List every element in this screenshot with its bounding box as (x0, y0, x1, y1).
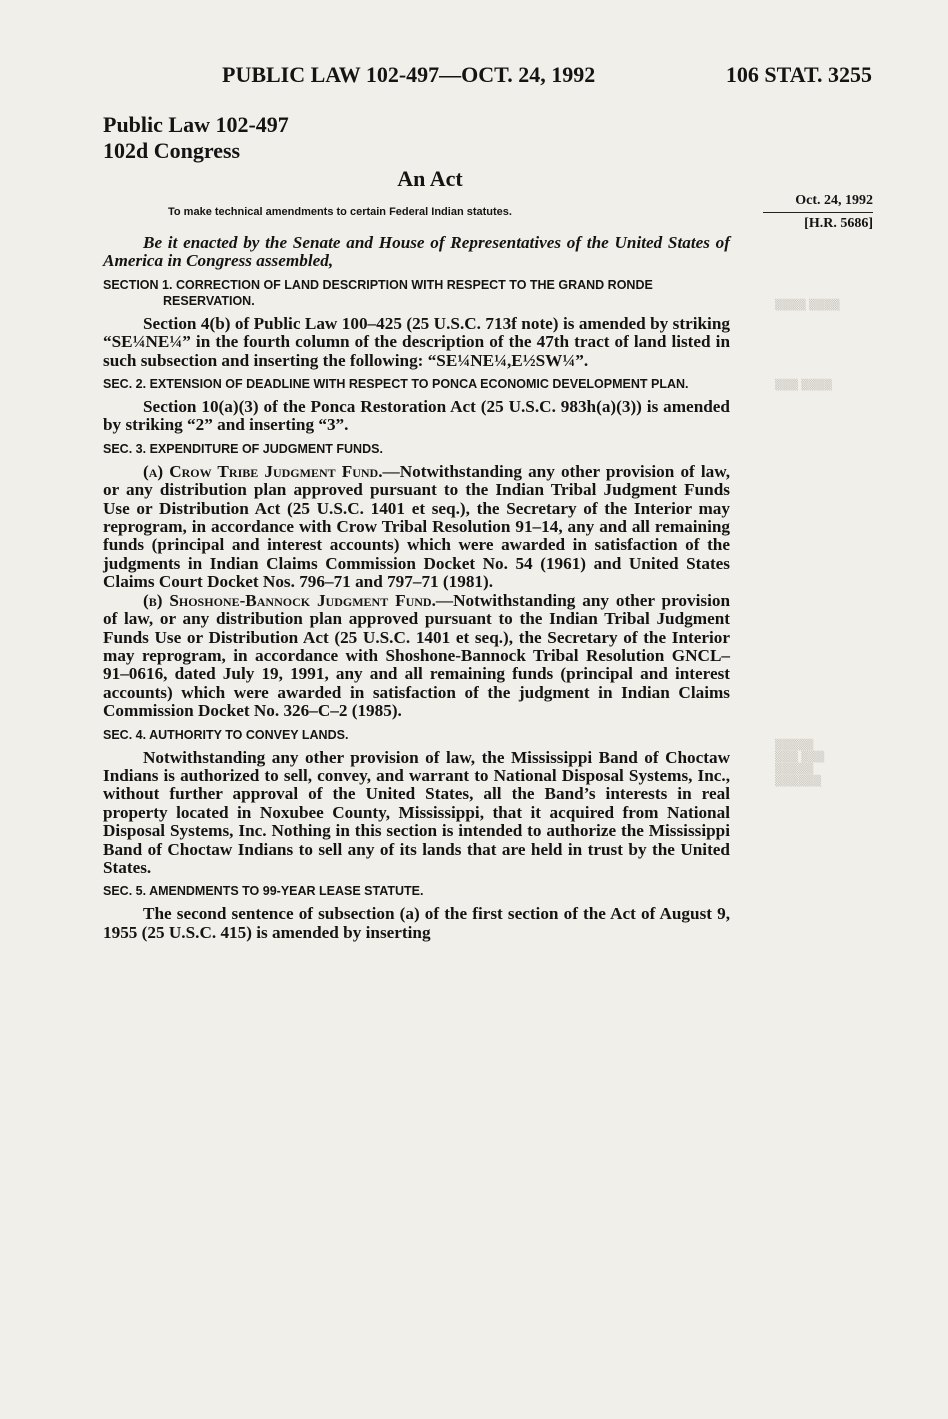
subsection-b-text: —Notwithstanding any other provision of law, or any distribution plan approved pursuant to the Indian Tribal Judgment Funds Use or Distribution Act (25 U.S.C. 1401 et seq.), the Secretary of the Interior may reprogram, in accordance with Shoshone-Bannock Tribal Resolution GNCL–91–0616, dated July 19, 1991, any and all remaining funds (principal and interest accounts) which were awarded in satisfaction of the judgment in Indian Claims Commission Docket No. 326–C–2 (1985). (103, 590, 731, 721)
section-title: EXTENSION OF DEADLINE WITH RESPECT TO PONCA ECONOMIC DEVELOPMENT PLAN. (149, 377, 689, 392)
subsection-b (103, 592, 730, 721)
subsection-b-lead: (b) Shoshone-Bannock Judgment Fund. (143, 590, 436, 610)
bill-number: [H.R. 5686] (804, 216, 873, 231)
stat-citation: 106 STAT. 3255 (725, 62, 872, 87)
public-law-number: Public Law 102-497 (103, 112, 289, 137)
statute-body (103, 234, 730, 942)
section-text: The second sentence of subsection (a) of the first section of the Act of August 9, 1955 (25 U.S.C. 415) is amended by inserting (103, 904, 730, 942)
section-label: SEC. 4. (103, 727, 147, 742)
subsection-a-text: —Notwithstanding any other provision of law, or any distribution plan approved pursuant to the Indian Tribal Judgment Funds Use or Distribution Act (25 U.S.C. 1401 et seq.), the Secretary of the Interior may reprogram, in accordance with Crow Tribal Resolution 91–14, any and all remaining funds (principal and interest accounts) which were awarded in satisfaction of the judgments in Indian Claims Commission Docket No. 54 (1961) and United States Claims Court Docket Nos. 796–71 and 797–71 (1981). (103, 461, 730, 592)
section-heading (103, 441, 730, 457)
act-purpose: To make technical amendments to certain Federal Indian statutes. (168, 206, 512, 218)
section-text: Section 10(a)(3) of the Ponca Restoration Act (25 U.S.C. 983h(a)(3)) is amended by striking “2” and inserting “3”. (103, 397, 730, 435)
section-heading (103, 883, 730, 899)
enactment-date: Oct. 24, 1992 (763, 193, 873, 213)
margin-note (763, 193, 873, 232)
section-heading (103, 376, 730, 392)
law-title-block (103, 112, 289, 164)
section-text: Notwithstanding any other provision of law, the Mississippi Band of Choctaw Indians is authorized to sell, convey, and warrant to National Disposal Systems, Inc., without further approval of the United States, all the Band’s interests in real property located in Noxubee County, Mississippi, that it acquired from National Disposal Systems, Inc. Nothing in this section is intended to authorize the Mississippi Band of Choctaw Indians to sell any of its lands that are held in trust by the United States. (103, 747, 730, 877)
section-label: SEC. 2. (103, 377, 147, 392)
law-date-header: PUBLIC LAW 102-497—OCT. 24, 1992 (222, 62, 596, 87)
section-title: AUTHORITY TO CONVEY LANDS. (149, 727, 349, 742)
section-text: Section 4(b) of Public Law 100–425 (25 U.S.C. 713f note) is amended by striking “SE¼NE¼” in the fourth column of the description of the 47th tract of land listed in such subsection and inserting the following: “SE¼NE¼,E½SW¼”. (103, 313, 730, 370)
section-label: SEC. 5. (103, 884, 147, 899)
running-head (222, 62, 872, 88)
bleed-through-mark: ▒▒▒ ▒▒▒▒ (775, 380, 833, 391)
section-heading (103, 277, 730, 309)
section-label: SECTION 1. (103, 277, 173, 292)
an-act-heading: An Act (397, 166, 463, 191)
enacting-clause: Be it enacted by the Senate and House of Representatives of the United States of America in Congress assembled, (103, 233, 730, 271)
bleed-through-mark: ▒▒▒▒▒ ▒▒▒ ▒▒▒ ▒▒▒▒▒ ▒▒▒▒▒▒ (775, 740, 825, 787)
subsection-a (103, 463, 730, 592)
section-title: AMENDMENTS TO 99-YEAR LEASE STATUTE. (149, 884, 424, 899)
congress-number: 102d Congress (103, 138, 241, 163)
section-title: CORRECTION OF LAND DESCRIPTION WITH RESPECT TO THE GRAND RONDE RESERVATION. (163, 277, 653, 308)
subsection-a-lead: (a) Crow Tribe Judgment Fund. (143, 461, 383, 481)
bleed-through-mark: ▒▒▒▒ ▒▒▒▒ (775, 300, 840, 311)
section-title: EXPENDITURE OF JUDGMENT FUNDS. (149, 441, 383, 456)
section-label: SEC. 3. (103, 441, 147, 456)
section-heading (103, 727, 730, 743)
